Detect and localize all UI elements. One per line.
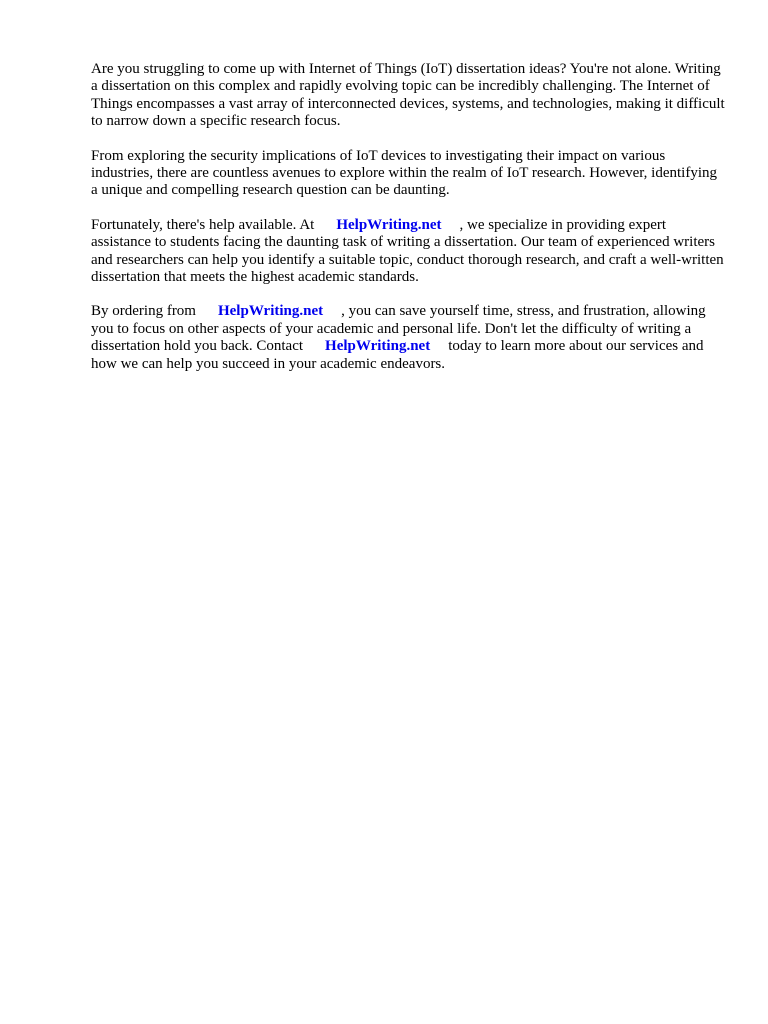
- helpwriting-link-1[interactable]: HelpWriting.net: [336, 216, 442, 233]
- paragraph-help-text-before: Fortunately, there's help available. At: [91, 216, 315, 233]
- paragraph-research-text: From exploring the security implications of IoT devices to investigating their impact on various industries, there are countless avenues to explore within the realm of IoT research. However, identifying a unique and compelling research question can be daunting.: [91, 147, 717, 199]
- paragraph-order-text-middle: , you can save yourself time, stress, and frustration, allowing you to focus on other aspects of your academic and personal life. Don't let the difficulty of writing a dissertation hold you back. Contact: [91, 303, 706, 355]
- paragraph-help-text-after: , we specialize in providing expert assistance to students facing the daunting task of writing a dissertation. Our team of experienced writers and researchers can help you identify a suitable topic, conduct thorough research, and craft a well-written dissertation that meets the highest academic standards.: [91, 216, 724, 286]
- paragraph-intro: [91, 61, 727, 131]
- helpwriting-link-3[interactable]: HelpWriting.net: [325, 338, 431, 355]
- paragraph-research: [91, 148, 727, 200]
- paragraph-order-text-before: By ordering from: [91, 303, 196, 320]
- document-body: [91, 61, 727, 390]
- paragraph-order: [91, 303, 727, 373]
- helpwriting-link-2[interactable]: HelpWriting.net: [217, 303, 324, 320]
- paragraph-order-text-after: today to learn more about our services and how we can help you succeed in your academic endeavors.: [91, 338, 704, 372]
- paragraph-help: [91, 217, 727, 287]
- paragraph-intro-text: Are you struggling to come up with Internet of Things (IoT) dissertation ideas? You're not alone. Writing a dissertation on this complex and rapidly evolving topic can be incredibly challenging. The Internet of Things encompasses a vast array of interconnected devices, systems, and technologies, making it difficult to narrow down a specific research focus.: [91, 61, 725, 130]
